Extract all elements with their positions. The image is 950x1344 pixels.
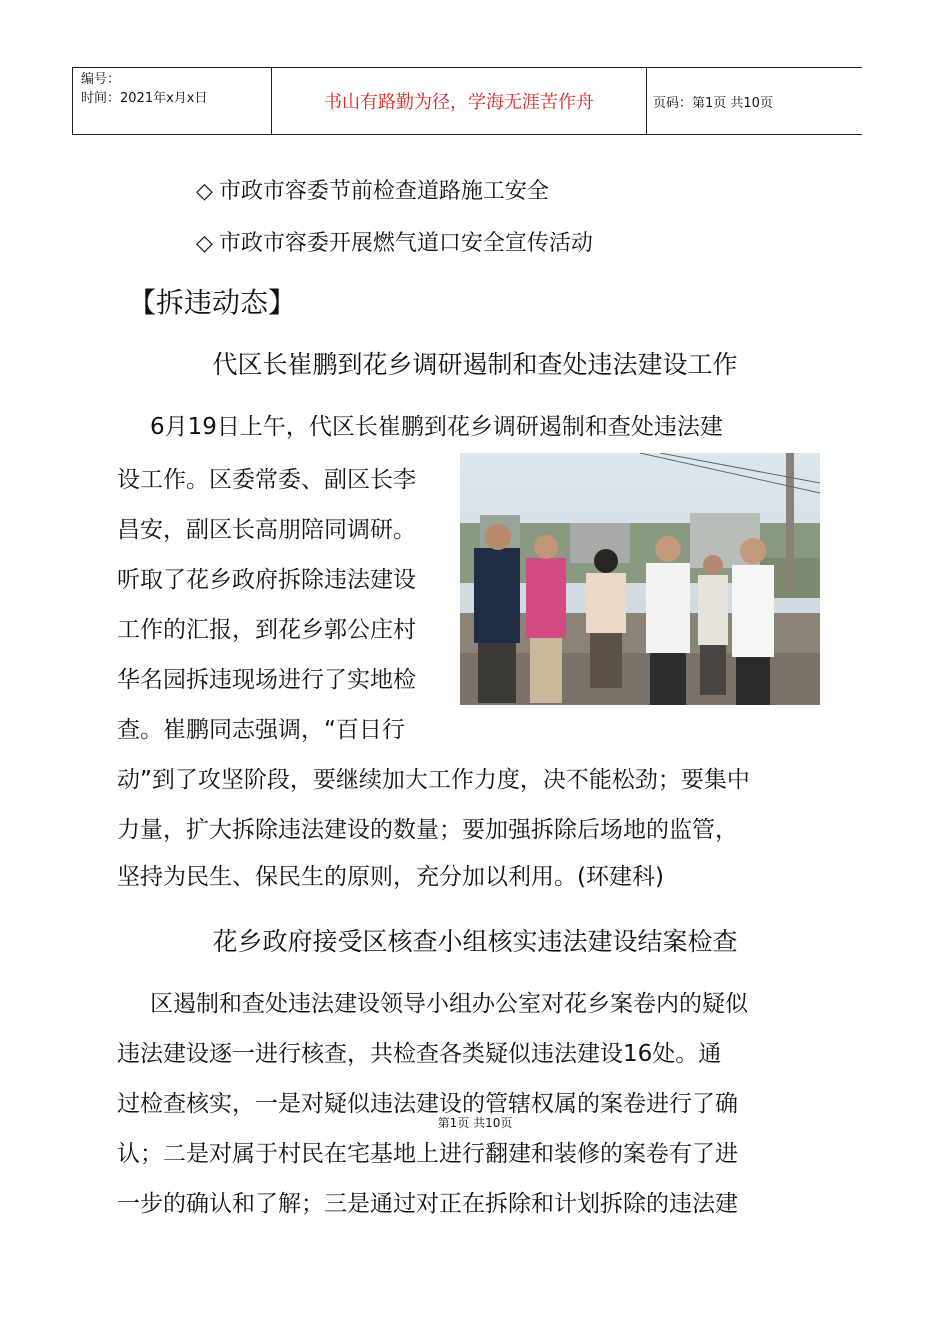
article-line: 工作的汇报，到花乡郭公庄村 <box>117 617 416 643</box>
article-line: 坚持为民生、保民生的原则，充分加以利用。(环建科) <box>117 864 664 890</box>
time-label: 时间：2021年x月x日 <box>81 91 208 106</box>
article-line: 昌安，副区长高朋陪同调研。 <box>117 517 416 543</box>
inspection-photo <box>460 453 820 705</box>
article-line: 力量，扩大拆除违法建设的数量；要加强拆除后场地的监管， <box>117 817 738 843</box>
news-bullet[interactable] <box>196 226 593 257</box>
article-line: 设工作。区委常委、副区长李 <box>117 467 416 493</box>
diamond-bullet-icon: ◇ <box>196 179 213 204</box>
news-bullet[interactable] <box>196 174 549 205</box>
header-meta <box>72 68 272 134</box>
bullet-text: 市政市容委节前检查道路施工安全 <box>218 179 549 204</box>
number-label: 编号： <box>81 72 121 87</box>
article-title: 代区长崔鹏到花乡调研遏制和查处违法建设工作 <box>212 350 738 379</box>
article-line: 区遏制和查处违法建设领导小组办公室对花乡案卷内的疑似 <box>150 991 748 1017</box>
bullet-text: 市政市容委开展燃气道口安全宣传活动 <box>218 231 593 256</box>
article-line: 过检查核实，一是对疑似违法建设的管辖权属的案卷进行了确 <box>117 1091 738 1117</box>
article-line: 一步的确认和了解；三是通过对正在拆除和计划拆除的违法建 <box>117 1191 738 1217</box>
article-line: 动”到了攻坚阶段，要继续加大工作力度，决不能松劲；要集中 <box>117 767 750 793</box>
article-line: 华名园拆违现场进行了实地检 <box>117 667 416 693</box>
header-page-label: 页码：第1页 共10页 <box>653 95 773 111</box>
article-line: 认；二是对属于村民在宅基地上进行翻建和装修的案卷有了进 <box>117 1141 738 1167</box>
header-motto: 书山有路勤为径，学海无涯苦作舟 <box>272 68 647 134</box>
page-header <box>72 67 862 135</box>
page-footer: 第1页 共10页 <box>437 1116 513 1130</box>
section-title: 【拆违动态】 <box>128 286 297 319</box>
diamond-bullet-icon: ◇ <box>196 231 213 256</box>
article-line: 6月19日上午，代区长崔鹏到花乡调研遏制和查处违法建 <box>150 414 723 440</box>
article-line: 听取了花乡政府拆除违法建设 <box>117 567 416 593</box>
article-title: 花乡政府接受区核查小组核实违法建设结案检查 <box>212 927 738 956</box>
article-line: 查。崔鹏同志强调，“百日行 <box>117 717 405 743</box>
article-line: 违法建设逐一进行核查，共检查各类疑似违法建设16处。通 <box>117 1041 722 1067</box>
